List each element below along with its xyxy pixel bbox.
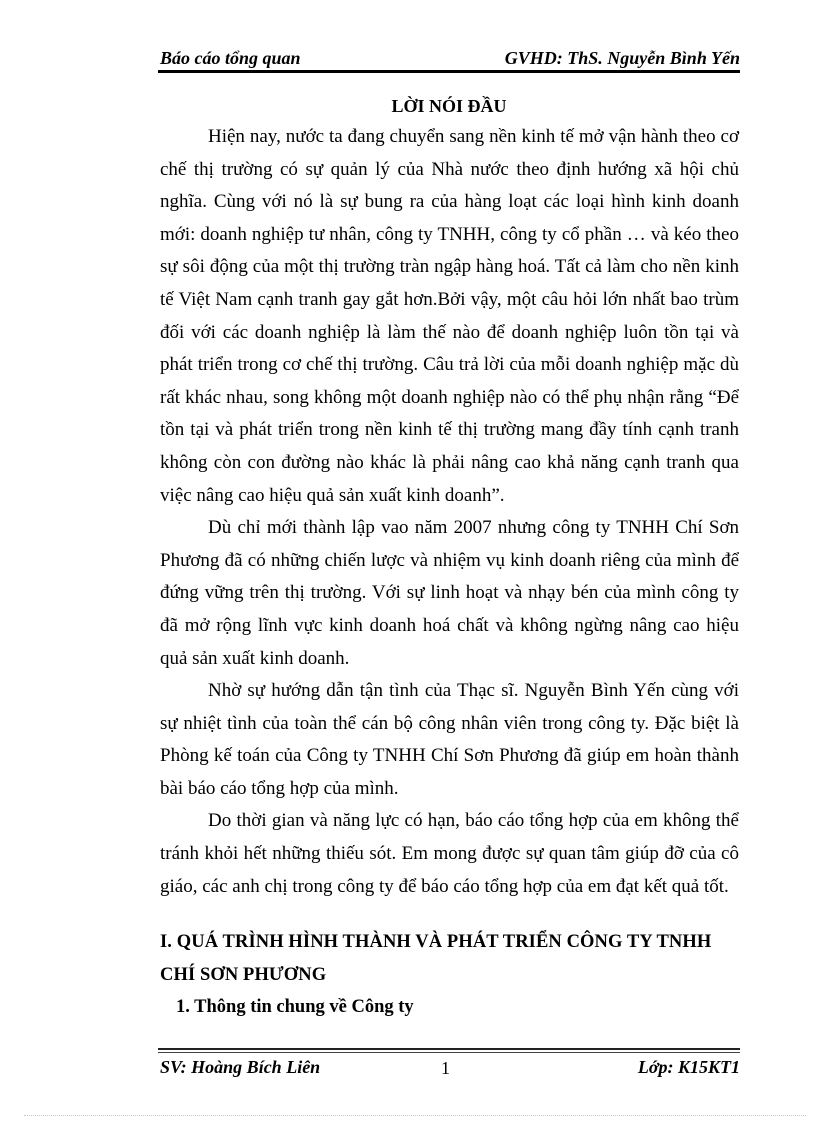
footer-class: Lớp: K15KT1 [637, 1057, 740, 1077]
header-supervisor: GVHD: ThS. Nguyễn Bình Yến [504, 48, 740, 68]
footer-rule [158, 1048, 740, 1050]
page-footer [158, 1048, 740, 1080]
section-heading-line-2: CHÍ SƠN PHƯƠNG [160, 964, 327, 985]
footer-rule-thin [158, 1052, 740, 1053]
document-title: LỜI NÓI ĐẦU [391, 96, 507, 116]
section-heading-line-1: I. QUÁ TRÌNH HÌNH THÀNH VÀ PHÁT TRIỂN CÔNG TY TNHH [160, 932, 712, 952]
sub-heading: 1. Thông tin chung về Công ty [176, 997, 414, 1017]
footer-student-name: SV: Hoàng Bích Liên [160, 1057, 321, 1077]
page-break-divider [24, 1115, 806, 1116]
header-report-title: Báo cáo tổng quan [160, 48, 301, 68]
paragraph-2: Dù chỉ mới thành lập vao năm 2007 nhưng công ty TNHH Chí Sơn Phương đã có những chiến lược và nhiệm vụ kinh doanh riêng của mình để đứng vững trên thị trường. Với sự linh hoạt và nhạy bén của mình công ty đã mở rộng lĩnh vực kinh doanh hoá chất và không ngừng nâng cao hiệu quả sản xuất kinh doanh. [160, 517, 739, 669]
page-number: 1 [441, 1058, 450, 1078]
paragraph-4: Do thời gian và năng lực có hạn, báo cáo tổng hợp của em không thể tránh khỏi hết những thiếu sót. Em mong được sự quan tâm giúp đỡ của cô giáo, các anh chị trong công ty để báo cáo tổng hợp của em đạt kết quả tốt. [160, 810, 739, 897]
page-header [158, 46, 740, 73]
preface-body [160, 121, 739, 903]
section-heading [160, 926, 760, 991]
paragraph-1: Hiện nay, nước ta đang chuyển sang nền kinh tế mở vận hành theo cơ chế thị trường có sự quản lý của Nhà nước theo định hướng xã hội chủ nghĩa. Cùng với nó là sự bung ra của hàng loạt các loại hình kinh doanh mới: doanh nghiệp tư nhân, công ty TNHH, công ty cổ phần … và kéo theo sự sôi động của một thị trường tràn ngập hàng hoá. Tất cả làm cho nền kinh tế Việt Nam cạnh tranh gay gắt hơn.Bởi vậy, một câu hỏi lớn nhất bao trùm đối với các doanh nghiệp là làm thế nào để doanh nghiệp luôn tồn tại và phát triển trong cơ chế thị trường. Câu trả lời của mỗi doanh nghiệp mặc dù rất khác nhau, song không một doanh nghiệp nào có thể phụ nhận rằng “Để tồn tại và phát triển trong nền kinh tế thị trường mang đầy tính cạnh tranh không còn con đường nào khác là phải nâng cao khả năng cạnh tranh qua việc nâng cao hiệu quả sản xuất kinh doanh”. [160, 126, 739, 506]
paragraph-3: Nhờ sự hướng dẫn tận tình của Thạc sĩ. Nguyễn Bình Yến cùng với sự nhiệt tình của toàn thể cán bộ công nhân viên trong công ty. Đặc biệt là Phòng kế toán của Công ty TNHH Chí Sơn Phương đã giúp em hoàn thành bài báo cáo tổng hợp của mình. [160, 680, 739, 799]
